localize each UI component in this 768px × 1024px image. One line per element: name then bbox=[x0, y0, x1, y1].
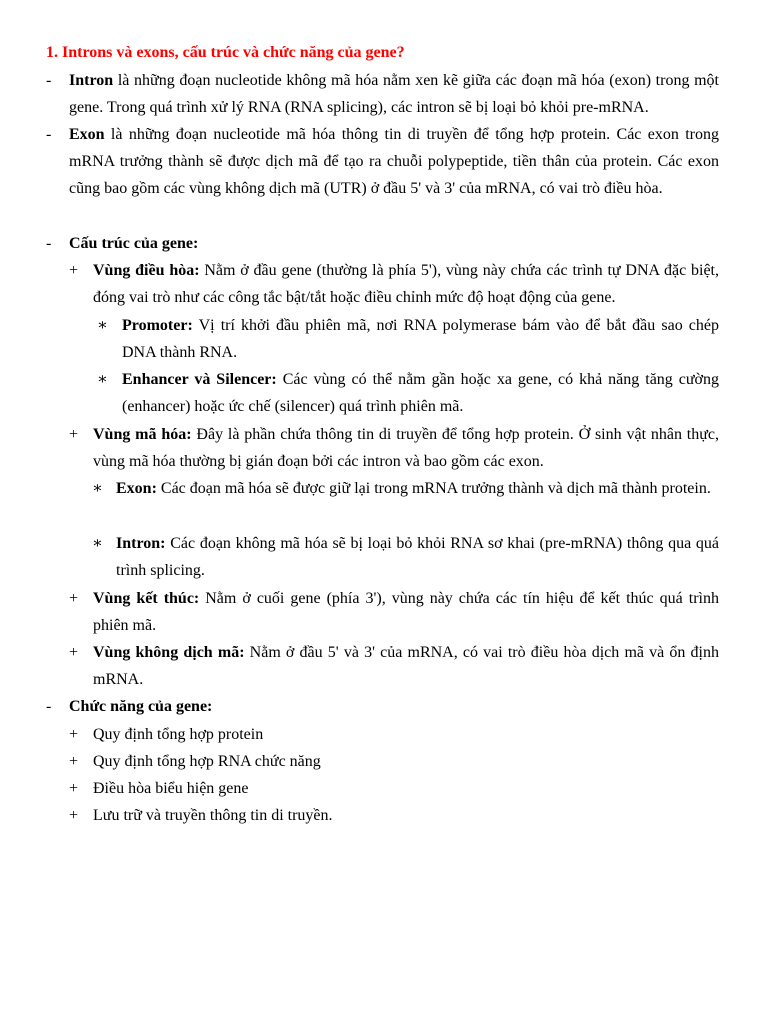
function-item: Quy định tổng hợp RNA chức năng bbox=[93, 753, 321, 770]
coding-region-item bbox=[93, 421, 719, 475]
utr-item bbox=[93, 639, 719, 693]
enhancer-silencer-term: Enhancer và Silencer: bbox=[122, 371, 277, 388]
star-bullet: ∗ bbox=[97, 371, 108, 388]
plus-bullet: + bbox=[69, 644, 79, 661]
function-item: Điều hòa biểu hiện gene bbox=[93, 780, 249, 797]
dash-bullet: - bbox=[46, 698, 52, 715]
function-heading-text: Chức năng của gene: bbox=[69, 698, 213, 715]
plus-bullet: + bbox=[69, 262, 79, 279]
structure-heading bbox=[69, 230, 719, 257]
coding-intron-item bbox=[116, 530, 719, 584]
coding-exon-text: Các đoạn mã hóa sẽ được giữ lại trong mRNA trưởng thành và dịch mã thành protein. bbox=[156, 480, 711, 497]
coding-region-text: Đây là phần chứa thông tin di truyền để tổng hợp protein. Ở sinh vật nhân thực, vùng mã hóa thường bị gián đoạn bởi các intron và bao gồm các exon. bbox=[93, 426, 719, 471]
structure-heading-text: Cấu trúc của gene: bbox=[69, 235, 199, 252]
function-item: Lưu trữ và truyền thông tin di truyền. bbox=[93, 807, 333, 824]
termination-region-term: Vùng kết thúc: bbox=[93, 590, 200, 607]
exon-definition bbox=[69, 121, 719, 203]
promoter-text: Vị trí khởi đầu phiên mã, nơi RNA polymerase bám vào để bắt đầu sao chép DNA thành RNA. bbox=[122, 317, 719, 362]
plus-bullet: + bbox=[69, 807, 79, 824]
plus-bullet: + bbox=[69, 590, 79, 607]
enhancer-silencer-text: Các vùng có thể nằm gần hoặc xa gene, có khả năng tăng cường (enhancer) hoặc ức chế (silencer) quá trình phiên mã. bbox=[122, 371, 719, 416]
coding-exon-term: Exon: bbox=[116, 480, 157, 497]
plus-bullet: + bbox=[69, 726, 79, 743]
intron-definition bbox=[69, 67, 719, 121]
function-heading bbox=[69, 693, 719, 720]
termination-region-item bbox=[93, 585, 719, 639]
plus-bullet: + bbox=[69, 780, 79, 797]
plus-bullet: + bbox=[69, 426, 79, 443]
termination-region-text: Nằm ở cuối gene (phía 3'), vùng này chứa các tín hiệu để kết thúc quá trình phiên mã. bbox=[93, 590, 719, 635]
exon-term: Exon bbox=[69, 126, 105, 143]
star-bullet: ∗ bbox=[92, 535, 103, 552]
star-bullet: ∗ bbox=[97, 317, 108, 334]
intron-term: Intron bbox=[69, 72, 114, 89]
utr-term: Vùng không dịch mã: bbox=[93, 644, 245, 661]
utr-text: Nằm ở đầu 5' và 3' của mRNA, có vai trò điều hòa dịch mã và ổn định mRNA. bbox=[93, 644, 719, 689]
enhancer-silencer-item bbox=[122, 366, 719, 420]
plus-bullet: + bbox=[69, 753, 79, 770]
dash-bullet: - bbox=[46, 235, 52, 252]
intron-text: là những đoạn nucleotide không mã hóa nằm xen kẽ giữa các đoạn mã hóa (exon) trong một gene. Trong quá trình xử lý RNA (RNA splicing), các intron sẽ bị loại bỏ khỏi pre-mRNA. bbox=[69, 72, 719, 117]
dash-bullet: - bbox=[46, 126, 52, 143]
coding-exon-item bbox=[116, 475, 719, 502]
coding-intron-text: Các đoạn không mã hóa sẽ bị loại bỏ khỏi RNA sơ khai (pre-mRNA) thông qua quá trình splicing. bbox=[116, 535, 719, 580]
dash-bullet: - bbox=[46, 72, 52, 89]
regulatory-region-text: Nằm ở đầu gene (thường là phía 5'), vùng này chứa các trình tự DNA đặc biệt, đóng vai trò như các công tắc bật/tắt hoặc điều chỉnh mức độ hoạt động của gene. bbox=[93, 262, 720, 307]
promoter-term: Promoter: bbox=[122, 317, 193, 334]
coding-region-term: Vùng mã hóa: bbox=[93, 426, 192, 443]
section-title: 1. Introns và exons, cấu trúc và chức năng của gene? bbox=[46, 44, 405, 61]
regulatory-region-item bbox=[93, 257, 719, 311]
star-bullet: ∗ bbox=[92, 480, 103, 497]
regulatory-region-term: Vùng điều hòa: bbox=[93, 262, 200, 279]
promoter-item bbox=[122, 312, 719, 366]
function-item: Quy định tổng hợp protein bbox=[93, 726, 264, 743]
coding-intron-term: Intron: bbox=[116, 535, 166, 552]
exon-text: là những đoạn nucleotide mã hóa thông tin di truyền để tổng hợp protein. Các exon trong mRNA trưởng thành sẽ được dịch mã để tạo ra chuỗi polypeptide, tiền thân của protein. Các exon cũng bao gồm các vùng không dịch mã (UTR) ở đầu 5' và 3' của mRNA, có vai trò điều hòa. bbox=[69, 126, 719, 198]
